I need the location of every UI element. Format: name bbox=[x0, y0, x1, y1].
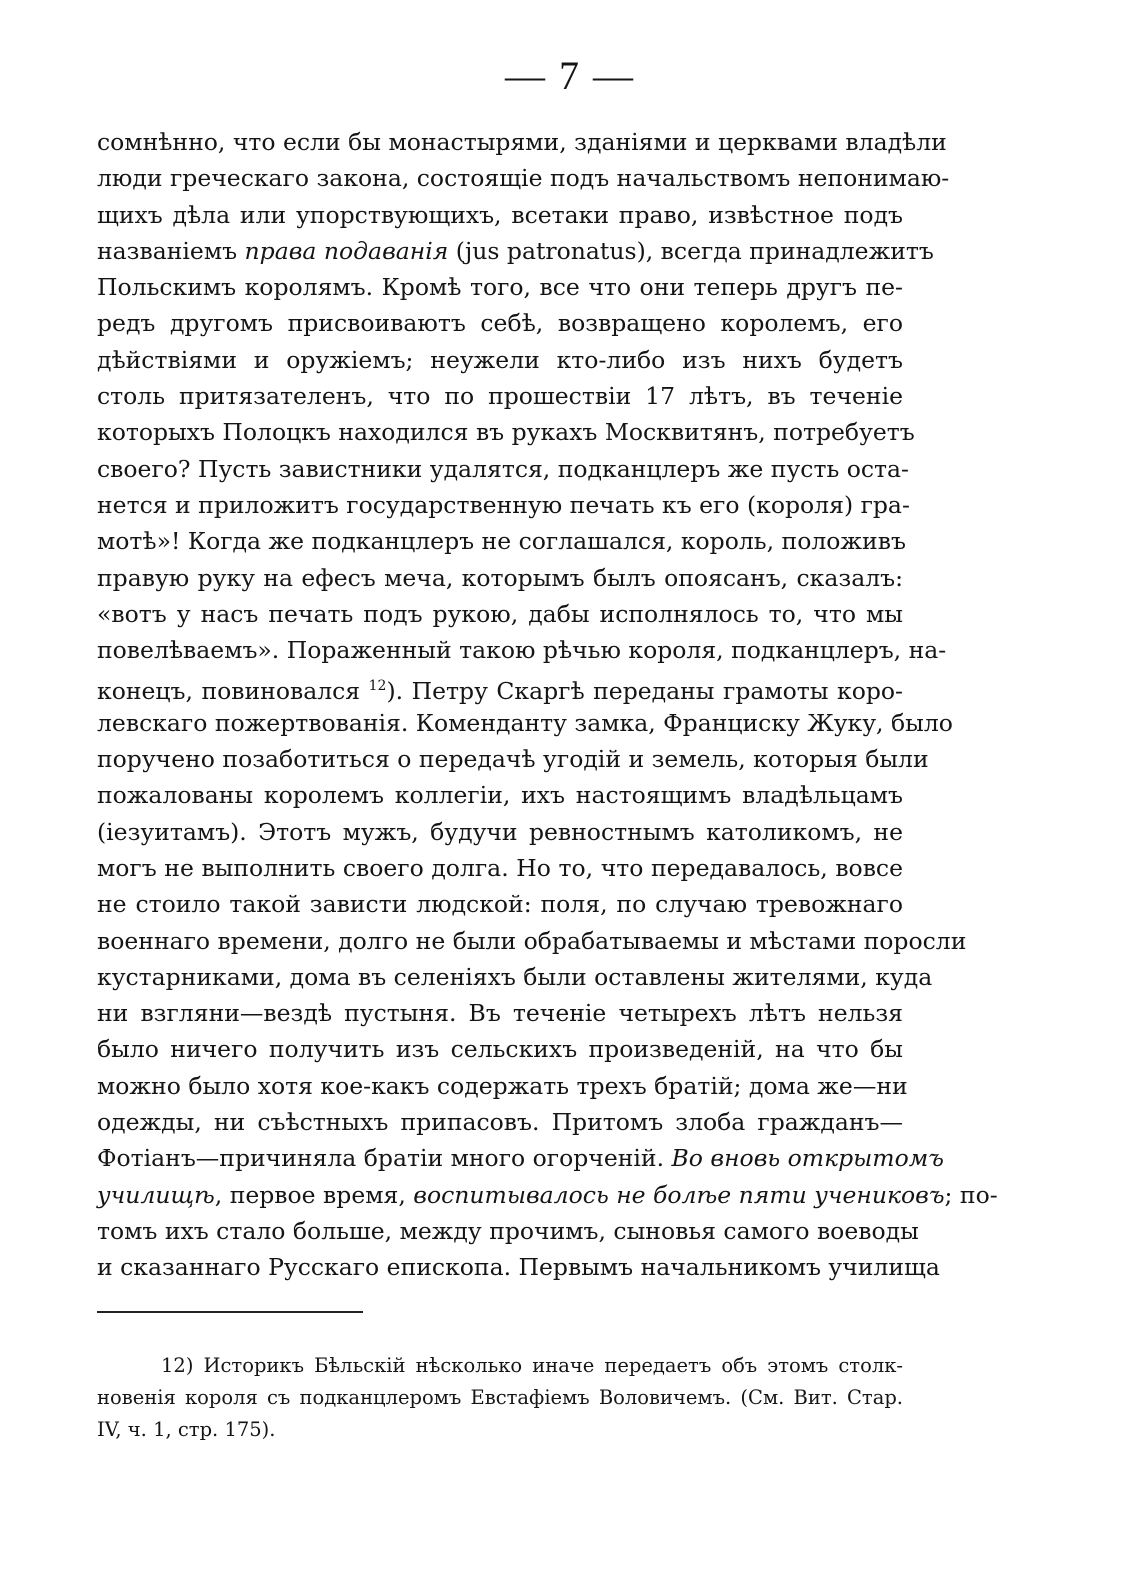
text-run: ). Петру Скаргѣ переданы грамоты коро- bbox=[386, 677, 903, 706]
text-run: дѣйствіями и оружіемъ; неужели кто-либо изъ нихъ будетъ bbox=[97, 345, 903, 374]
text-run: (іезуитамъ). Этотъ мужъ, будучи ревностнымъ католикомъ, не bbox=[97, 817, 903, 846]
text-run: ни взгляни—вездѣ пустыня. Въ теченіе четырехъ лѣтъ нельзя bbox=[97, 999, 903, 1028]
body-text bbox=[97, 124, 998, 1286]
body-line bbox=[97, 923, 967, 959]
footnote-reference: 12 bbox=[368, 678, 387, 695]
body-line bbox=[97, 523, 906, 559]
body-line bbox=[97, 1031, 903, 1067]
text-run: Фотіанъ—причиняла братіи много огорченій. bbox=[97, 1144, 672, 1173]
italic-run: училищѣ bbox=[97, 1180, 215, 1209]
body-line bbox=[97, 814, 903, 850]
text-run: не стоило такой зависти людской: поля, по случаю тревожнаго bbox=[97, 890, 903, 919]
body-line bbox=[97, 233, 934, 269]
body-line bbox=[97, 414, 915, 450]
body-line bbox=[97, 487, 910, 523]
text-run: левскаго пожертвованія. Комендaнту замка, Франциску Жуку, было bbox=[97, 708, 953, 737]
text-run: названіемъ bbox=[97, 236, 245, 265]
text-run: было ничего получить изъ сельскихъ произведеній, на что бы bbox=[97, 1035, 903, 1064]
text-run: Польскимъ королямъ. Кромѣ того, все что они теперь другъ пе- bbox=[97, 273, 903, 302]
body-line bbox=[97, 632, 947, 668]
text-run: могъ не выполнить своего долга. Но то, что передавалось, вовсе bbox=[97, 853, 903, 882]
body-line bbox=[97, 668, 903, 704]
body-line bbox=[97, 1104, 903, 1140]
text-run: своего? Пусть завистники удалятся, подканцлеръ же пусть оста- bbox=[97, 454, 909, 483]
body-line bbox=[97, 886, 903, 922]
body-line bbox=[97, 959, 933, 995]
body-line bbox=[97, 1177, 998, 1213]
text-run: правую руку на ефесъ меча, которымъ былъ опоясанъ, сказалъ: bbox=[97, 563, 903, 592]
text-run: повелѣваемъ». Пораженный такою рѣчью короля, подканцлеръ, на- bbox=[97, 636, 947, 665]
body-line bbox=[97, 451, 909, 487]
footnote-line: 12) Историкъ Бѣльскій нѣсколько иначе передаетъ объ этомъ столк- bbox=[161, 1354, 903, 1377]
text-run: щихъ дѣла или упорствующихъ, всетаки право, извѣстное подъ bbox=[97, 200, 903, 229]
body-line bbox=[97, 705, 953, 741]
text-run: люди греческаго закона, состоящіе подъ начальствомъ непонимаю- bbox=[97, 164, 950, 193]
body-line bbox=[97, 378, 903, 414]
text-run: и сказаннаго Русскаго епископа. Первымъ начальникомъ училища bbox=[97, 1253, 940, 1282]
body-line bbox=[97, 850, 903, 886]
footnote-line: IV, ч. 1, стр. 175). bbox=[97, 1418, 276, 1441]
italic-run: права подаванія bbox=[244, 236, 449, 265]
text-run: редъ другомъ присвоиваютъ себѣ, возвращено королемъ, его bbox=[97, 309, 903, 338]
italic-run: воспитывалось не болѣе пяти учениковъ bbox=[413, 1180, 945, 1209]
text-run: можно было хотя кое-какъ содержать трехъ братій; дома же—ни bbox=[97, 1071, 908, 1100]
body-line bbox=[97, 197, 903, 233]
text-run: (jus patronatus), всегда принадлежитъ bbox=[448, 236, 934, 265]
body-line bbox=[97, 995, 903, 1031]
text-run: конецъ, повиновался bbox=[97, 677, 369, 706]
text-run: столь притязателенъ, что по прошествіи 17 лѣтъ, въ теченіе bbox=[97, 382, 903, 411]
body-line bbox=[97, 305, 903, 341]
body-line bbox=[97, 560, 903, 596]
text-run: кустарниками, дома въ селеніяхъ были оставлены жителями, куда bbox=[97, 962, 933, 991]
footnote bbox=[97, 1350, 903, 1446]
footnote-divider bbox=[97, 1311, 363, 1313]
text-run: военнаго времени, долго не были обрабатываемы и мѣстами поросли bbox=[97, 926, 967, 955]
text-run: пожалованы королемъ коллегіи, ихъ настоящимъ владѣльцамъ bbox=[97, 781, 903, 810]
footnote-line: новенія короля съ подканцлеромъ Евстафіемъ Воловичемъ. (См. Вит. Стар. bbox=[97, 1386, 903, 1409]
text-run: поручено позаботиться о передачѣ угодій и земель, которыя были bbox=[97, 745, 929, 774]
body-line bbox=[97, 1213, 919, 1249]
text-run: мотѣ»! Когда же подканцлеръ не соглашался, король, положивъ bbox=[97, 527, 906, 556]
body-line bbox=[97, 124, 947, 160]
body-line bbox=[97, 269, 903, 305]
body-line bbox=[97, 741, 929, 777]
text-run: нется и приложитъ государственную печать къ его (короля) гра- bbox=[97, 490, 910, 519]
text-run: томъ ихъ стало больше, между прочимъ, сыновья самого воеводы bbox=[97, 1216, 919, 1245]
italic-run: Во вновь открытомъ bbox=[671, 1144, 944, 1173]
body-line bbox=[97, 1068, 908, 1104]
text-run: одежды, ни съѣстныхъ припасовъ. Притомъ злоба гражданъ— bbox=[97, 1108, 903, 1137]
text-run: сомнѣнно, что если бы монастырями, зданіями и церквами владѣли bbox=[97, 128, 947, 156]
page-number: — 7 — bbox=[505, 53, 635, 98]
text-run: которыхъ Полоцкъ находился въ рукахъ Москвитянъ, потребуетъ bbox=[97, 418, 915, 447]
body-line bbox=[97, 160, 950, 196]
body-line bbox=[97, 1249, 940, 1285]
body-line bbox=[97, 342, 903, 378]
body-line bbox=[97, 777, 903, 813]
text-run: ; по- bbox=[944, 1180, 998, 1209]
body-line bbox=[97, 1140, 944, 1176]
text-run: «вотъ у насъ печать подъ рукою, дабы исполнялось то, что мы bbox=[97, 599, 903, 628]
text-run: , первое время, bbox=[214, 1180, 414, 1209]
body-line bbox=[97, 596, 903, 632]
